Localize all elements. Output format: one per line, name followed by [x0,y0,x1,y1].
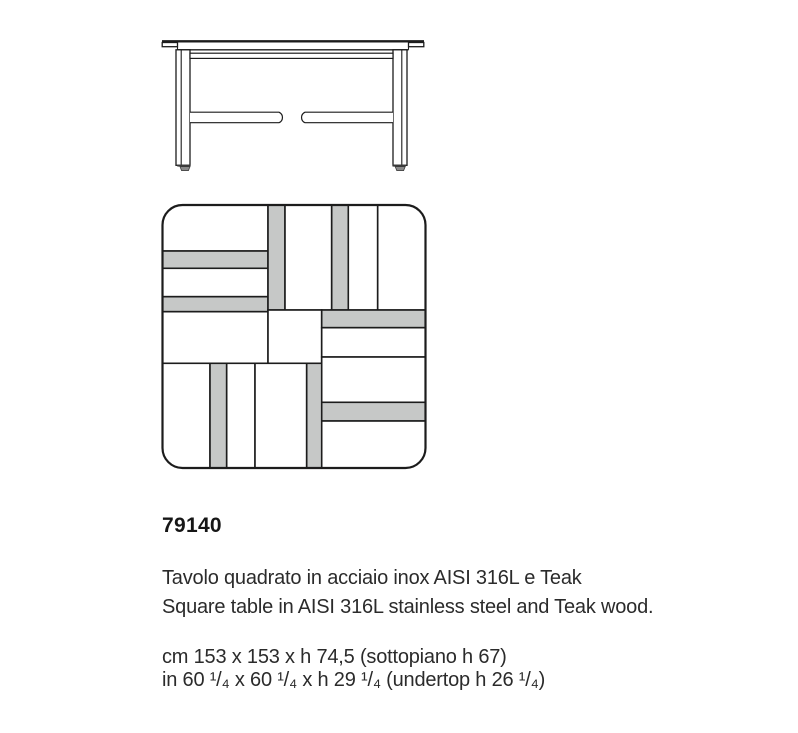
dimensions-block [162,646,545,691]
description-english: Square table in AISI 316L stainless steel and Teak wood. [162,596,654,618]
table-top-view-drawing [160,203,428,471]
description-italian: Tavolo quadrato in acciaio inox AISI 316L e Teak [162,567,582,589]
right-plank-block [322,310,427,470]
top-plank-block [268,203,427,310]
left-plank-block [161,203,268,363]
center-plank-square [268,310,322,363]
left-foot-glide [177,165,190,171]
table-front-elevation-drawing [160,36,428,174]
tabletop [162,41,424,50]
description-block [162,564,653,622]
left-leg [176,50,190,166]
dimensions-cm: cm 153 x 153 x h 74,5 (sottopiano h 67) [162,646,507,668]
right-leg [393,50,407,166]
product-code: 79140 [162,514,222,537]
stretcher-rail [190,112,393,123]
tabletop-left-edge-cap [162,43,177,47]
top-view-figure [160,203,428,471]
dimensions-inches: in 60 ¹/₄ x 60 ¹/₄ x h 29 ¹/₄ (undertop h 26 ¹/₄) [162,668,546,691]
tabletop-right-edge-cap [409,43,424,47]
apron-rail [190,53,393,58]
bottom-plank-block [161,363,322,470]
front-elevation-figure [160,36,428,174]
right-foot-glide [393,165,406,171]
